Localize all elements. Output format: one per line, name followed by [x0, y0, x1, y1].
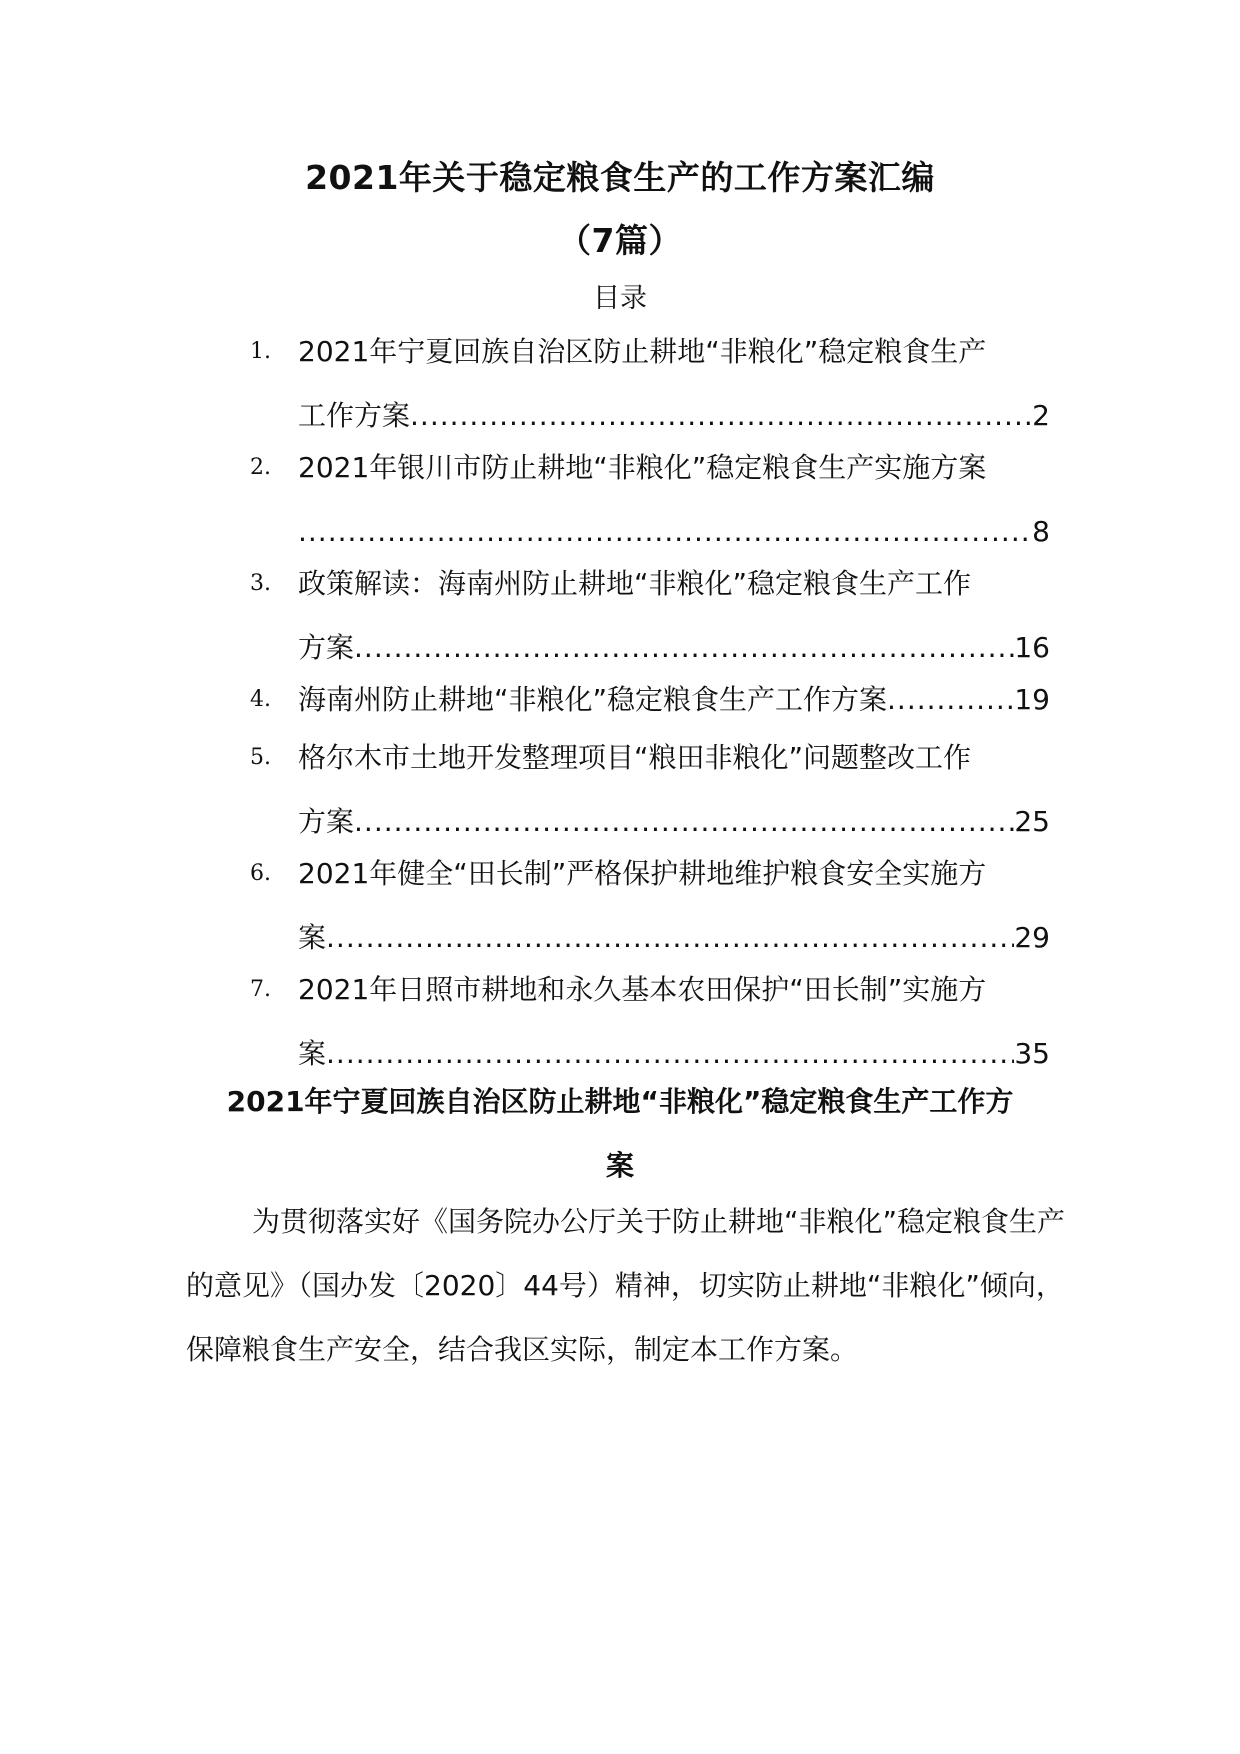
toc-page-number: 8: [1032, 515, 1050, 548]
toc-item-title-cont: 方案: [298, 631, 355, 664]
toc-item-number: 6.: [250, 861, 271, 886]
toc-item-title: 2021年日照市耕地和永久基本农田保护“田长制”实施方: [298, 973, 987, 1006]
toc-item-number: 1.: [250, 339, 271, 364]
section-title: 2021年宁夏回族自治区防止耕地“非粮化”稳定粮食生产工作方: [226, 1085, 1014, 1118]
toc-item-number: 4.: [250, 687, 271, 712]
toc-item[interactable]: [250, 320, 1050, 448]
toc-page-number: 29: [1014, 921, 1050, 954]
toc-item[interactable]: [250, 436, 1050, 564]
toc-item-title-cont: 案: [298, 921, 327, 954]
toc-page-number: 16: [1014, 631, 1050, 664]
toc-item-title: 2021年健全“田长制”严格保护耕地维护粮食安全实施方: [298, 857, 987, 890]
toc-item-number: 2.: [250, 455, 271, 480]
toc-leader-dots: [887, 668, 1014, 732]
toc-page-number: 25: [1014, 805, 1050, 838]
toc-item-title-cont: 方案: [298, 805, 355, 838]
document-subtitle: （7篇）: [558, 221, 682, 260]
body-paragraph: 为贯彻落实好《国务院办公厅关于防止耕地“非粮化”稳定粮食生产的意见》（国办发〔2020〕44号）精神，切实防止耕地“非粮化”倾向，保障粮食生产安全，结合我区实际，制定本工作方案。: [186, 1205, 1066, 1366]
toc-item-title-cont: 工作方案: [298, 399, 411, 432]
toc-item-title-cont: 案: [298, 1037, 327, 1070]
toc-item[interactable]: [250, 552, 1050, 680]
toc-item-title: 海南州防止耕地“非粮化”稳定粮食生产工作方案: [298, 683, 888, 716]
document-title: 2021年关于稳定粮食生产的工作方案汇编: [305, 158, 935, 197]
toc-page-number: 2: [1032, 399, 1050, 432]
toc-item-title: 2021年宁夏回族自治区防止耕地“非粮化”稳定粮食生产: [298, 335, 987, 368]
toc-item-number: 5.: [250, 745, 271, 770]
toc-item[interactable]: [250, 726, 1050, 854]
toc-page-number: 19: [1014, 683, 1050, 716]
toc-page-number: 35: [1014, 1037, 1050, 1070]
section-title-cont: 案: [605, 1149, 634, 1182]
toc-item-title: 格尔木市土地开发整理项目“粮田非粮化”问题整改工作: [298, 741, 972, 774]
toc-item-title: 2021年银川市防止耕地“非粮化”稳定粮食生产实施方案: [298, 451, 987, 484]
toc-heading: 目录: [593, 283, 647, 314]
toc-leader-dots: [326, 1022, 1014, 1086]
toc-item-title: 政策解读：海南州防止耕地“非粮化”稳定粮食生产工作: [298, 567, 972, 600]
toc-item[interactable]: [250, 842, 1050, 970]
toc-item-number: 3.: [250, 571, 271, 596]
toc-item[interactable]: [250, 958, 1050, 1086]
toc-item-number: 7.: [250, 977, 271, 1002]
toc-item[interactable]: [250, 668, 1050, 732]
